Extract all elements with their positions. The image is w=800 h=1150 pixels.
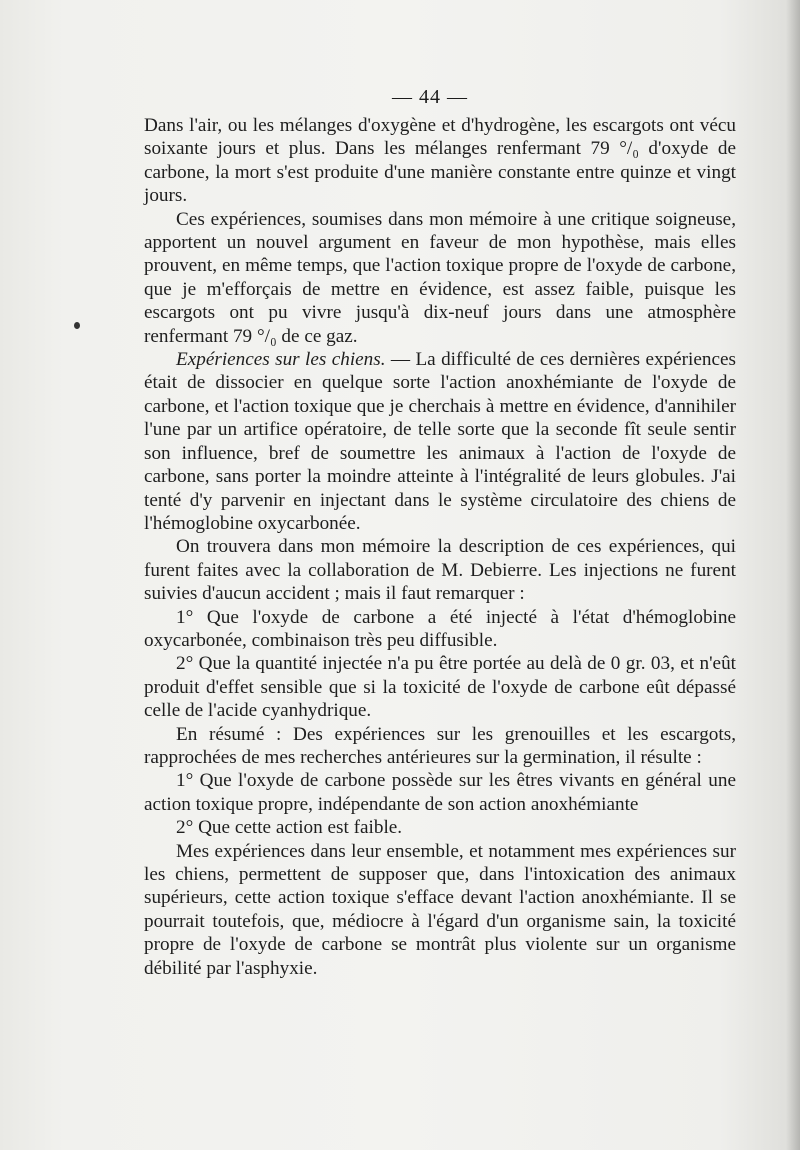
paragraph-9: 2° Que cette action est faible. (176, 817, 403, 839)
paragraph-2: Ces expériences, soumises dans mon mémoire à une critique soigneuse, apportent un nouvel argument en faveur de mon hypothèse, mais elles prouvent, en même temps, que l'action toxique propre de l'oxyde de carbone, que je m'efforçais de mettre en évidence, est assez faible, puisque les escargots ont pu vivre jusqu'à dix-neuf jours dans une atmosphère renfermant 79 °/₀ de ce gaz. (144, 208, 736, 347)
page-edge-shadow (786, 0, 800, 1150)
section-heading-dogs: Expériences sur les chiens. (176, 349, 386, 371)
page-number: — 44 — (392, 86, 468, 108)
paragraph-7: En résumé : Des expériences sur les grenouilles et les escargots, rapprochées de mes recherches antérieures sur la germination, il résulte : (144, 723, 736, 768)
paragraph-4: On trouvera dans mon mémoire la description de ces expériences, qui furent faites avec la collaboration de M. Debierre. Les injections ne furent suivies d'aucun accident ; mais il faut remarquer : (144, 536, 736, 605)
paragraph-6: 2° Que la quantité injectée n'a pu être portée au delà de 0 gr. 03, et n'eût produit d'effet sensible que si la toxicité de l'oxyde de carbone eût dépassé celle de l'acide cyanhydrique. (144, 653, 736, 722)
paragraph-3 (144, 348, 736, 535)
paragraph-10: Mes expériences dans leur ensemble, et notamment mes expériences sur les chiens, permettent de supposer que, dans l'intoxication des animaux supérieurs, cette action toxique s'efface devant l'action anoxhémiante. Il se pourrait toutefois, que, médiocre à l'égard d'un organisme sain, la toxicité propre de l'oxyde de carbone se montrât plus violente sur un organisme débilité par l'asphyxie. (144, 840, 736, 979)
paragraph-5: 1° Que l'oxyde de carbone a été injecté à l'état d'hémoglobine oxycarbonée, combinaison très peu diffusible. (144, 606, 736, 651)
paragraph-1: Dans l'air, ou les mélanges d'oxygène et d'hydrogène, les escargots ont vécu soixante jours et plus. Dans les mélanges renfermant 79 °/₀ d'oxyde de carbone, la mort s'est produite d'une manière constante entre quinze et vingt jours. (144, 115, 736, 207)
body-text (144, 114, 736, 980)
paragraph-8: 1° Que l'oxyde de carbone possède sur les êtres vivants en général une action toxique propre, indépendante de son action anoxhémiante (144, 770, 736, 815)
ink-speck (74, 322, 80, 329)
paragraph-3-text: — La difficulté de ces dernières expériences était de dissocier en quelque sorte l'action anoxhémiante de l'oxyde de carbone, et l'action toxique que je cherchais à mettre en évidence, d'annihiler l'une par un artifice opératoire, de telle sorte que la seconde fît seule sentir son influence, bref de soumettre les animaux à l'action de l'oxyde de carbone, sans porter la moindre atteinte à l'intégralité de leurs globules. J'ai tenté d'y parvenir en injectant dans le système circulatoire des chiens de l'hémoglobine oxycarbonée. (144, 349, 736, 534)
